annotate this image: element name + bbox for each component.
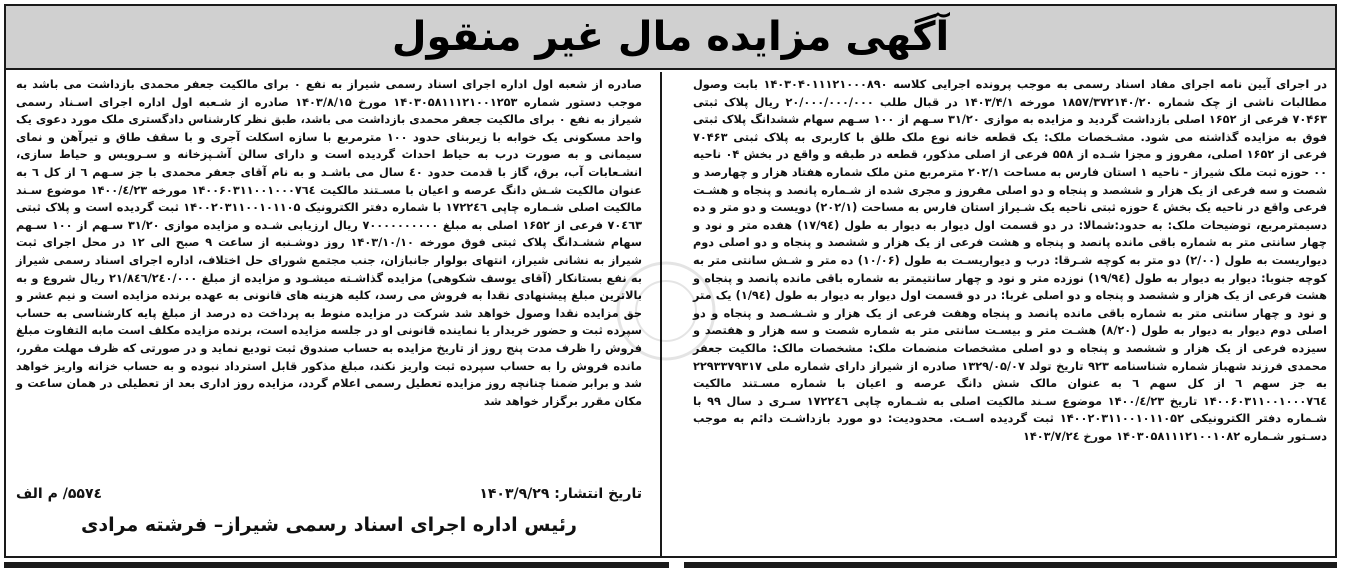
footer-row: [16, 481, 642, 507]
column-divider: [660, 72, 662, 558]
publish-date: تاریخ انتشار: ۱۴۰۳/۹/۲۹: [479, 486, 642, 502]
notice-frame: [4, 4, 1337, 558]
left-column-text: صادره از شعبه اول اداره اجرای اسناد رسمی شیراز به نفع ۰ برای مالکیت جعفر محمدی بازداشت می باشد به موجب دستور شماره ۱۴۰۳۰۵۸۱۱۱۲۱۰۰۱۲۵۳ مورخ ۱۴۰۳/۸/۱۵ صادره از شـعبه اول اداره اجرای اسـناد رسمی شیراز به نفع ۰ برای مالکیت جعفر محمدی بازداشت می باشد، طبق نظر کارشناس دادگستری ملک مورد دعوی یک واحد مسکونی یک خوابه با زیربنای حدود ۱۰۰ مترمربع با سازه اسکلت آجری و با سقف طاق و تیرآهن و نمای سیمانی و به صورت درب به حیاط احداث گردیده است و دارای سالن آشـپزخانه و سـرویس و حیاط سازی، انشـعابات آب، برق، گاز با قدمت حدود ٤۰ سال می باشـد و به نام آقای جعفر محمدی با جز سـهم ٦ از کل ٦ به عنوان مالکیت شـش دانگ عرصه و اعیان با مسـتند مالکیت ۱۴۰۰۶۰۳۱۱۰۰۱۰۰۰۷٦٤ مورخه ۱۴۰۰/٤/۲۳ موضوع سـند مالکیت اصلی شـماره چاپی ۱۷۲۲٤٦ با شماره دفتر الکترونیک ۱۴۰۰۲۰۳۱۱۰۰۱۰۱۱۰۵ ثبت گردیده است و پلاک ثبتی ۷۰٤٦۳ فرعی از ۱۶۵۲ اصلی به مبلغ ۷۰۰۰۰۰۰۰۰۰۰ ریال ارزیابی شـده و مزایده موازی ۳۱/۲۰ سـهم از ۱۰۰ سـهم سهام ششـدانگ پلاک ثبتی فوق مورخه ۱۴۰۳/۱۰/۱۰ روز دوشـنبه از ساعت ۹ صبح الی ۱۲ در محل اجرای ثبت شیراز به نشانی شیراز، انتهای بولوار جانبازان، جنب مجتمع شورای حل اختلاف، اداره اجرای اسناد رسمی شیراز به نفع بستانکار (آقای یوسف شکوهی) مزایده گذاشـته میشـود و مزایده از مبلغ ۲۱/۸٤٦/۲٤۰/۰۰۰ ریال شروع و به بالاترین مبلغ پیشنهادی نقدا به فروش می رسد، کلیه هزینه های قانونی به عهده برنده مزایده است و نیم عشر و حق مزایده نقدا وصول خواهد شد شرکت در مزایده منوط به پرداخت ده درصد از مبلغ پایه کارشناسی به حساب سپرده ثبت و حضور خریدار یا نماینده قانونی او در جلسه مزایده است، برنده مزایده مکلف است مابه التفاوت مبلغ فروش را ظرف مدت پنج روز از تاریخ مزایده به حساب صندوق ثبت تودیع نماید و در صورتی که ظرف مهلت مقرر، مانده فروش را به حساب سپرده ثبت واریز نکند، مبلغ مذکور قابل استرداد نبوده و به حساب خزانه واریز خواهد شد و برابر ضمنا چنانچه روز مزایده تعطیل رسمی اعلام گردد، مزایده روز اداری بعد از تعطیلی در همان ساعت و مکان مقرر برگزار خواهد شد: [16, 78, 643, 408]
bottom-rule-right: [684, 562, 1337, 568]
notice-code: ۵۵۷٤/ م الف: [16, 486, 103, 502]
bottom-rule-left: [4, 562, 669, 568]
signature-line: رئیس اداره اجرای اسناد رسمی شیراز– فرشته مرادی: [81, 514, 577, 536]
notice-title: آگهی مزایده مال غیر منقول: [391, 14, 950, 60]
right-column-text: در اجرای آیین نامه اجرای مفاد اسناد رسمی به موجب پرونده اجرایی کلاسه ۱۴۰۳۰۴۰۱۱۱۲۱۰۰۰۸۹۰ بابت وصول مطالبات ناشی از چک شماره ۱۸۵۷/۳۷۲۱۴۰/۲۰ مورخه ۱۴۰۳/۴/۱ در قبال طلب ۲۰/۰۰۰/۰۰۰/۰۰۰ ریال پلاک ثبتی ۷۰۴۶۳ فرعی از ۱۶۵۲ اصلی بازداشت گردید و مزایده به موازی ۳۱/۲۰ سـهم از ۱۰۰ سـهم سهام ششدانگ پلاک ثبتی فوق به مزایده گذاشته می شود. مشـخصات ملک: یک قطعه خانه نوع ملک طلق با کاربری به پلاک ثبتی ۷۰۴۶۳ فرعی از ۱۶۵۲ اصلی، مفروز و مجزا شـده از ۵۵۸ فرعی از اصلی مذکور، قطعه در طبقه و واقع در بخش ۰۴ ناحیه ۰۰ حوزه ثبت ملک شیراز - ناحیه ۱ استان فارس به مساحت ۲۰۲/۱ مترمربع متن ملک شماره هفتاد هزار و چهارصد و شصت و سه فرعی از یک هزار و ششصد و پنجاه و دو اصلی مفروز و مجری شده از شـماره پانصد و پنجاه و هشـت فرعی واقع در ناحیه یک بخش ٤ حوزه ثبتی ناحیه یک شـیراز استان فارس به مساحت (۲۰۲/۱) دویست و دو متر و ده دسیمترمربع، توضیحات ملک: به حدود:شمالا: در دو قسمت اول دیوار به دیوار به طول (۱۷/۹٤) هفده متر و نود و چهار سانتی متر به شماره باقی مانده پانصد و پنجاه و هشت فرعی از یک هزار و ششصد و پنجاه و دو اصلی دوم دیواریست به طول (۲/۰۰) دو متر به کوچه شـرقا: درب و دیواریسـت به طول (۱۰/۰۶) ده متر و شـش سانتی متر به کوچه جنوبا: دیوار به دیوار به طول (۱۹/۹٤) نوزده متر و نود و چهار سانتیمتر به شماره باقی مانده پانصد و پنجاه و هشت فرعی از یک هزار و ششصد و پنجاه و دو اصلی غربا: در دو قسمت اول دیوار به دیوار به طول (۱/۹٤) یک متر و نود و چهار سانتی متر به شماره باقی مانده پانصد و پنجاه وهفت فرعی از یک هزار و شـشـصد و پنجاه و دو اصلی دوم دیوار به دیوار به طول (۸/۲۰) هشـت متر و بیسـت سانتی متر به شماره شصت و سه هزار و هفتصد و سیزده فرعی از یک هزار و ششصد و پنجاه و دو اصلی مشخصات منضمات ملک: مشخصات مالک: مالکیت جعفر محمدی فرزند شهباز شماره شناسنامه ۹۲۳ تاریخ تولد ۱۳۲۹/۰۵/۰۷ صادره از شیراز دارای شماره ملی ۲۲۹۳۳۷۹۳۱۷ به جز سهم ٦ از کل سهم ٦ به عنوان مالک شش دانگ عرصه و اعیان با شماره مسـتند مالکیت ۱۴۰۰۶۰۳۱۱۰۰۱۰۰۰۷٦٤ تاریخ ۱۴۰۰/٤/۲۳ موضوع سـند مالکیت اصلی به شـماره چاپی ۱۷۲۲٤٦ سـری د سال ۹۹ با شـماره دفتر الکترونیکی ۱۴۰۰۲۰۳۱۱۰۰۱۰۱۱۰۵۲ ثبت گردیده اسـت. محدودیت: دو مورد بازداشـت دائم به موجب دسـتور شـماره ۱۴۰۳۰۵۸۱۱۱۲۱۰۰۱۰۸۲ مورخ ۱۴۰۳/۷/۲٤: [693, 78, 1328, 443]
notice-header: [6, 6, 1335, 70]
